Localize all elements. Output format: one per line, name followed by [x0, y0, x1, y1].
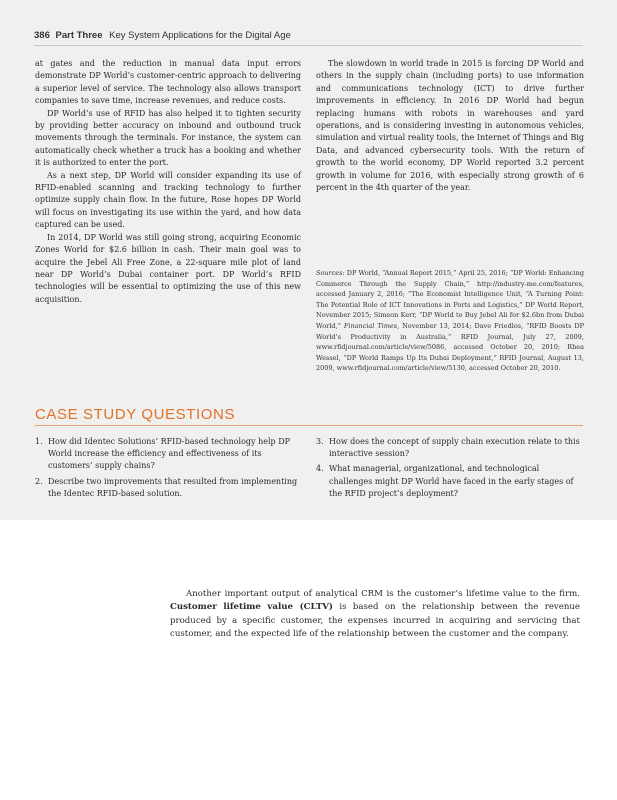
sources-text: DP World, “Annual Report 2015,” April 25, 2016; “DP World: Enhancing Commerce Through the Supply Chain,” http://industry-me.com/features, accessed January 2, 2016; “The Economist Intelligence Unit, “A Turning Point: The Potential Role of ICT Innovations in Ports and Logistics,” DP World Report, November 2015; Simeon Kerr, “DP World to Buy Jebel Ali for $2.6bn from Dubai World,” [316, 269, 584, 330]
questions-left [35, 436, 301, 503]
part-label: Part Three [55, 30, 103, 41]
body-text-after: is based on the relationship between the revenue produced by a specific customer, the expenses incurred in acquiring and servicing that customer, and the expected life of the relationship between the customer and the company. [170, 602, 580, 639]
paragraph [170, 588, 580, 641]
question-number: 1. [35, 437, 43, 446]
question-item [316, 436, 584, 460]
key-term: Customer lifetime value (CLTV) [170, 602, 333, 613]
section-title: Key System Applications for the Digital Age [109, 30, 291, 41]
case-study-title: CASE STUDY QUESTIONS [35, 406, 236, 423]
header-rule [34, 45, 583, 46]
question-item [316, 463, 584, 500]
left-column [35, 58, 301, 306]
running-header [34, 30, 291, 44]
sources-journal: Financial Times [343, 321, 398, 330]
question-number: 3. [316, 437, 324, 446]
case-study-rule [35, 425, 583, 426]
sources-label: Sources: [316, 269, 345, 277]
body-text-before: Another important output of analytical CRM is the customer’s lifetime value to the firm. [186, 589, 580, 599]
question-item [35, 476, 301, 500]
question-number: 2. [35, 476, 43, 486]
question-text: How did Identec Solutions’ RFID-based technology help DP World increase the efficiency and effectiveness of its customers’ supply chains? [48, 437, 291, 471]
right-column [316, 58, 584, 194]
paragraph: at gates and the reduction in manual data input errors demonstrate DP World’s customer-centric approach to delivering a superior level of service. The technology also allows transport companies to save time, increase revenues, and reduce costs. [35, 59, 301, 106]
question-number: 4. [316, 464, 324, 474]
question-item [35, 436, 301, 473]
paragraph: DP World’s use of RFID has also helped it to tighten security by providing better accuracy on inbound and outbound truck movements through the terminals. For instance, the system can automatically check whether a truck has a booking and whether it is authorized to enter the port. [35, 108, 301, 168]
page-number: 386 [34, 30, 50, 41]
sources-text: , November 13, 2014; Dave Friedlos, “RFID Boosts DP World’s Productivity in Australia,” RFID Journal, July 27, 2009, www.rfidjournal.com/article/view/5086, accessed October 20, 2010; Rhea Wessel, “DP World Ramps Up Its Dubai Deployment,” RFID Journal, August 13, 2009, www.rfidjournal.com/article/view/5130, accessed October 20, 2010. [316, 321, 584, 373]
main-body-text [170, 588, 580, 641]
questions-right [316, 436, 584, 503]
paragraph: In 2014, DP World was still going strong, acquiring Economic Zones World for $2.6 billion in cash. Their main goal was to acquire the Jebel Ali Free Zone, a 22-square mile plot of land near DP World’s Dubai container port. DP World’s RFID technologies will be essential to optimizing the use of this new acquisition. [35, 232, 301, 304]
question-text: How does the concept of supply chain execution relate to this interactive session? [329, 437, 580, 459]
question-text: Describe two improvements that resulted from implementing the Identec RFID-based solution. [48, 476, 298, 498]
paragraph: As a next step, DP World will consider expanding its use of RFID-enabled scanning and tracking technology to further optimize supply chain flow. In the future, Rose hopes DP World will focus on investigating its use within the yard, and how data captured can be used. [35, 170, 301, 230]
sources-citation [316, 268, 584, 374]
question-text: What managerial, organizational, and technological challenges might DP World have faced in the early stages of the RFID project’s deployment? [329, 464, 574, 498]
paragraph: The slowdown in world trade in 2015 is forcing DP World and others in the supply chain (including ports) to use information and communications technology (ICT) to drive further improvements in efficiency. In 2016 DP World had begun replacing humans with robots in warehouses and yard operations, and is considering investing in autonomous vehicles, simulation and virtual reality tools, the Internet of Things and Big Data, and advanced cybersecurity tools. With the return of growth to the world economy, DP World reported 3.2 percent growth in volume for 2016, with especially strong growth of 6 percent in the 4th quarter of the year. [316, 59, 584, 193]
